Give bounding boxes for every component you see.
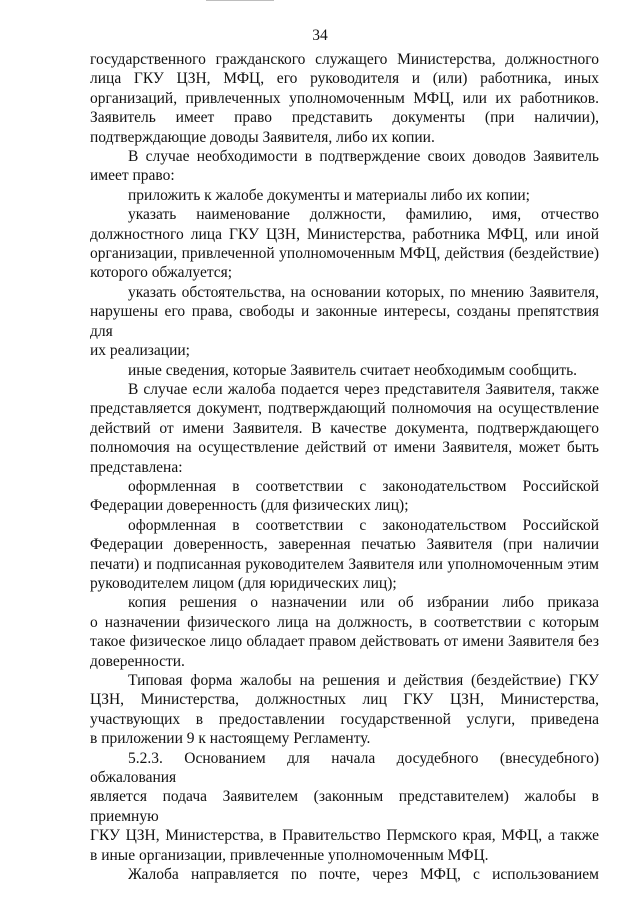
text-line: приложить к жалобе документы и материалы либо их копии; bbox=[128, 186, 530, 204]
text-line: оформленная в соответствии с законодательством Российской bbox=[128, 477, 599, 495]
page-number: 34 bbox=[312, 27, 328, 44]
text-line: указать обстоятельства, на основании которых, по мнению Заявителя, bbox=[128, 283, 599, 301]
text-line: копия решения о назначении или об избрании либо приказа bbox=[128, 594, 599, 612]
paragraph bbox=[90, 147, 599, 186]
text-line: Жалоба направляется по почте, через МФЦ, с использованием bbox=[128, 866, 599, 884]
text-line: руководителем лицом (для юридических лиц); bbox=[90, 574, 397, 592]
paragraph bbox=[90, 516, 599, 594]
text-line: такое физическое лицо обладает правом действовать от имени Заявителя без bbox=[90, 633, 599, 651]
text-line: 5.2.3. Основанием для начала досудебного (внесудебного) обжалования bbox=[90, 749, 599, 787]
text-line: В случае необходимости в подтверждение своих доводов Заявитель bbox=[128, 148, 599, 166]
text-line: представлена: bbox=[90, 458, 183, 476]
text-line: государственного гражданского служащего Министерства, должностного bbox=[90, 51, 599, 68]
document-body bbox=[90, 50, 599, 884]
paragraph bbox=[90, 477, 599, 516]
text-line: полномочия на осуществление действий от имени Заявителя, может быть bbox=[90, 439, 599, 457]
text-line: Федерации доверенность, заверенная печатью Заявителя (при наличии bbox=[90, 536, 599, 554]
paragraph bbox=[90, 380, 599, 477]
text-line: действий от имени Заявителя. В качестве документа, подтверждающего bbox=[90, 419, 599, 437]
paragraph bbox=[90, 205, 599, 283]
text-line: о назначении физического лица на должность, в соответствии с которым bbox=[90, 613, 599, 631]
text-line: организаций, привлеченных уполномоченным МФЦ, или их работников. bbox=[90, 89, 599, 107]
text-line: их реализации; bbox=[90, 342, 190, 360]
text-line: Заявитель имеет право представить документы (при наличии), bbox=[90, 109, 599, 127]
text-line: печати) и подписанная руководителем Заявителя или уполномоченным этим bbox=[90, 555, 599, 573]
text-line: представляется документ, подтверждающий полномочия на осуществление bbox=[90, 400, 599, 418]
text-line: имеет право: bbox=[90, 167, 175, 185]
top-scan-line bbox=[206, 0, 274, 1]
paragraph bbox=[90, 186, 599, 205]
text-line: Типовая форма жалобы на решения и действия (бездействие) ГКУ bbox=[128, 672, 599, 689]
text-line: которого обжалуется; bbox=[90, 264, 233, 282]
text-line: организации, привлеченной уполномоченным МФЦ, действия (бездействие) bbox=[90, 245, 599, 263]
paragraph bbox=[90, 593, 599, 671]
paragraph bbox=[90, 361, 599, 380]
text-line: должностного лица ГКУ ЦЗН, Министерства, работника МФЦ, или иной bbox=[90, 225, 599, 243]
text-line: иные сведения, которые Заявитель считает необходимым сообщить. bbox=[128, 361, 578, 379]
text-line: указать наименование должности, фамилию, имя, отчество bbox=[128, 206, 599, 224]
text-line: нарушены его права, свободы и законные интересы, созданы препятствия для bbox=[90, 303, 599, 340]
text-line: в приложении 9 к настоящему Регламенту. bbox=[90, 730, 371, 748]
text-line: лица ГКУ ЦЗН, МФЦ, его руководителя и (или) работника, иных bbox=[90, 70, 599, 88]
paragraph bbox=[90, 671, 599, 749]
text-line: оформленная в соответствии с законодательством Российской bbox=[128, 516, 599, 534]
text-line: В случае если жалоба подается через представителя Заявителя, также bbox=[128, 380, 599, 398]
text-line: участвующих в предоставлении государственной услуги, приведена bbox=[90, 710, 599, 728]
paragraph bbox=[90, 749, 599, 865]
text-line: ГКУ ЦЗН, Министерства, в Правительство Пермского края, МФЦ, а также bbox=[90, 827, 599, 845]
paragraph bbox=[90, 283, 599, 361]
paragraph bbox=[90, 50, 599, 147]
text-line: в иные организации, привлеченные уполномоченным МФЦ. bbox=[90, 846, 489, 864]
text-line: ЦЗН, Министерства, должностных лиц ГКУ ЦЗН, Министерства, bbox=[90, 691, 599, 709]
text-line: подтверждающие доводы Заявителя, либо их копии. bbox=[90, 128, 435, 146]
text-line: является подача Заявителем (законным представителем) жалобы в приемную bbox=[90, 788, 599, 825]
paragraph bbox=[90, 865, 599, 884]
text-line: Федерации доверенность (для физических лиц); bbox=[90, 497, 409, 515]
text-line: доверенности. bbox=[90, 652, 185, 670]
